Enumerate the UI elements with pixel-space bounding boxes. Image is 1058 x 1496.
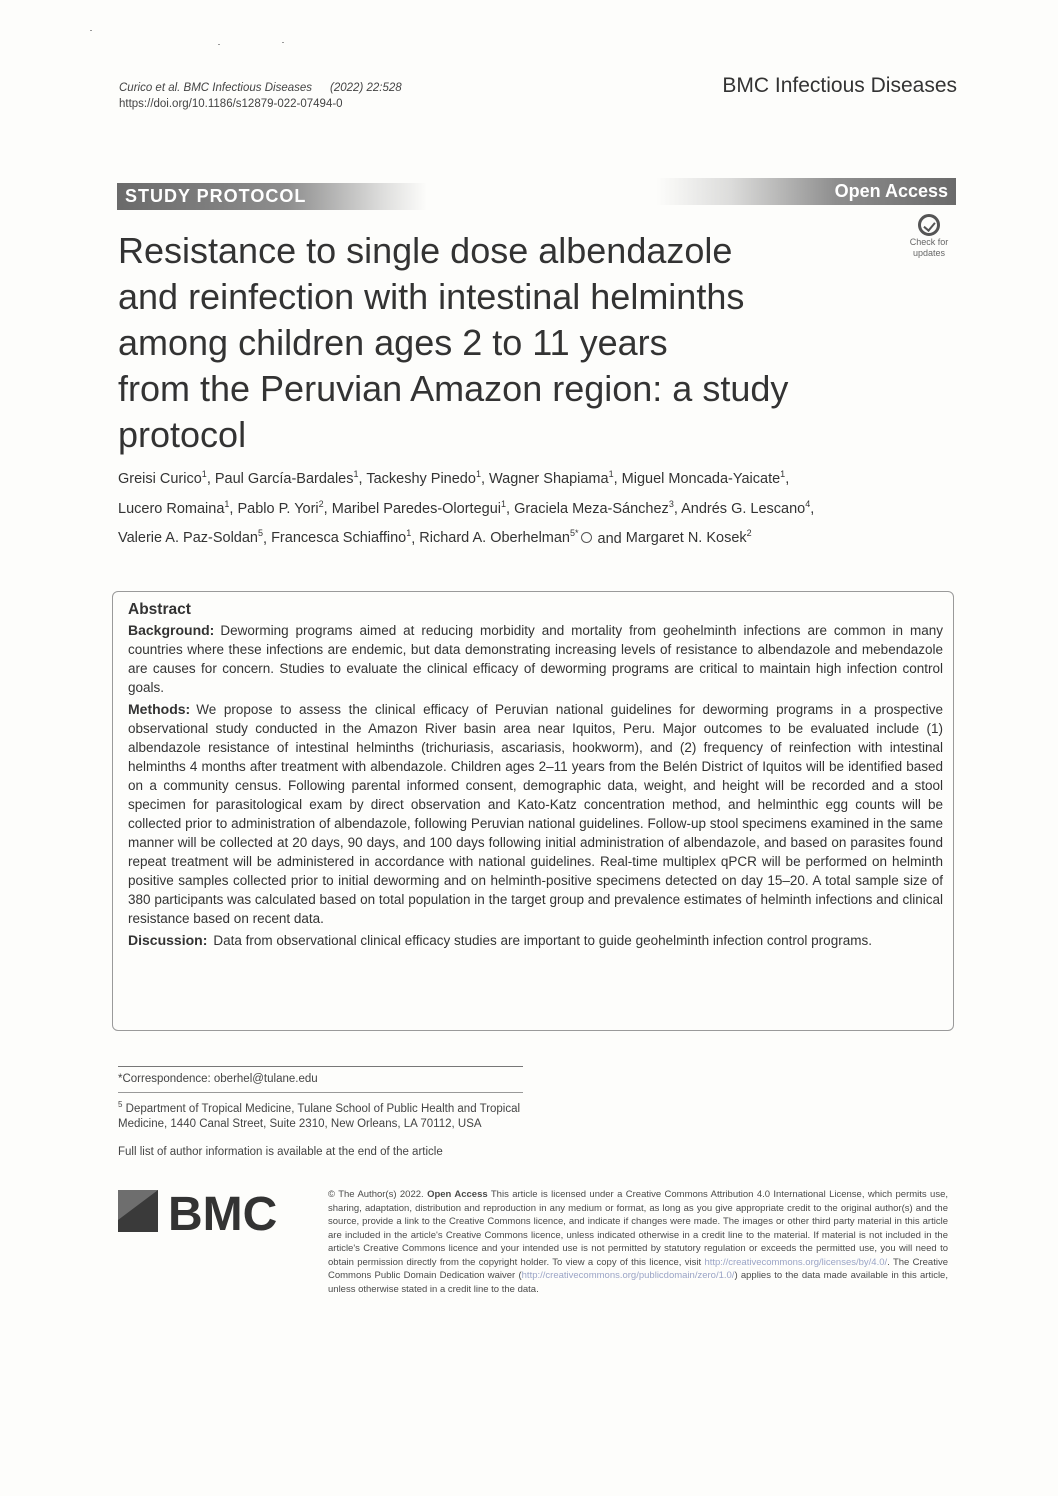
discussion-label: Discussion: — [128, 932, 208, 948]
author[interactable]: Andrés G. Lescano$^4$ — [681, 498, 811, 517]
author[interactable]: Francesca Schiaffino$^1$ — [271, 528, 412, 547]
title-line: and reinfection with intestinal helminths — [118, 276, 745, 317]
footnote-divider — [118, 1066, 523, 1067]
author[interactable]: Greisi Curico$^1$ — [118, 469, 207, 487]
discussion-text: Data from observational clinical efficacy studies are important to guide geohelminth infection control programs. — [213, 933, 872, 948]
title-line: protocol — [118, 414, 247, 455]
author-list: Greisi Curico$^1$, Paul García-Bardales$^1$, Tackeshy Pinedo$^1$, Wagner Shapiama$^1$, Miguel Moncada-Yaicate$^1$, Lucero Romaina$^1$, Pablo P. Yori$^2$, Maribel Paredes-Olortegui$^1$, Graciela Meza-Sánchez$^3$, Andrés G. Lescano$^4$, Valerie A. Paz-Soldan$^5$, Francesca Schiaffino$^1$, Richard A. Oberhelman$^{5*}$ and Margaret N. Kosek$^2$ — [118, 469, 815, 547]
author[interactable]: Miguel Moncada-Yaicate$^1$ — [621, 469, 786, 487]
citation-volume: (2022) 22:528 — [330, 82, 402, 94]
abstract-discussion — [128, 931, 943, 950]
open-access-band: Open Access — [656, 178, 956, 205]
author[interactable]: Tackeshy Pinedo$^1$ — [366, 469, 481, 487]
check-updates-icon — [918, 214, 940, 236]
journal-name: BMC Infectious Diseases — [722, 74, 957, 97]
license-text: © The Author(s) 2022. Open Access This article is licensed under a Creative Commons Attribution 4.0 International License, which permits use, sharing, adaptation, distribution and reproduction in any medium or format, as long as you give appropriate credit to the original author(s) and the source, provide a link to the Creative Commons licence, and indicate if changes were made. The images or other third party material in this article are included in the article's Creative Commons licence, unless indicated otherwise in a credit line to the material. If material is not included in the article's Creative Commons licence and your intended use is not permitted by statutory regulation or exceeds the permitted use, you will need to obtain permission directly from the copyright holder. To view a copy of this licence, visit http://creativecommons.org/licenses/by/4.0/. The Creative Commons Public Domain Dedication waiver (http://creativecommons.org/publicdomain/zero/1.0/) applies to the data made available in this article, unless otherwise stated in a credit line to the data. — [328, 1189, 949, 1295]
scan-speck — [90, 30, 92, 31]
background-text: Deworming programs aimed at reducing morbidity and mortality from geohelminth infections are common in many countries where these infections are endemic, but data demonstrating increasing levels of resistance to albendazole and mebendazole are causes for concern. Studies to evaluate the clinical efficacy of deworming programs are critical to maintain high infection control goals. — [128, 623, 943, 695]
author[interactable]: Wagner Shapiama$^1$ — [489, 469, 614, 487]
orcid-icon[interactable] — [581, 532, 592, 543]
abstract-heading: Abstract — [128, 601, 191, 618]
author[interactable]: Valerie A. Paz-Soldan$^5$ — [118, 528, 263, 547]
badge-line2: updates — [912, 248, 946, 258]
abstract-box — [112, 591, 954, 1031]
author[interactable]: Margaret N. Kosek$^2$ — [625, 528, 752, 547]
abstract-methods — [128, 700, 943, 928]
article-title — [118, 228, 878, 458]
author-info-note: Full list of author information is available at the end of the article — [118, 1146, 443, 1158]
author[interactable]: Maribel Paredes-Olortegui$^1$ — [331, 498, 506, 517]
title-line: among children ages 2 to 11 years — [118, 322, 668, 363]
affiliation-note: $^5$ Department of Tropical Medicine, Tulane School of Public Health and Tropical Medicine, 1440 Canal Street, Suite 2310, New Orleans, LA 70112, USA — [118, 1100, 521, 1130]
author[interactable]: Graciela Meza-Sánchez$^3$ — [514, 498, 674, 517]
bmc-logo-text: BMC — [168, 1188, 278, 1236]
check-for-updates-badge[interactable] — [904, 214, 954, 258]
badge-line1: Check for — [909, 237, 949, 247]
title-line: Resistance to single dose albendazole — [118, 230, 733, 271]
author[interactable]: Paul García-Bardales$^1$ — [214, 469, 359, 487]
doi-link[interactable]: https://doi.org/10.1186/s12879-022-07494-0 — [119, 98, 343, 110]
abstract-background — [128, 621, 943, 697]
citation-journal: Curico et al. BMC Infectious Diseases — [119, 82, 313, 94]
license-link[interactable]: http://creativecommons.org/licenses/by/4.0/ — [704, 1256, 888, 1268]
author[interactable]: Richard A. Oberhelman$^{5*}$ — [419, 528, 579, 547]
license-open-access: Open Access — [427, 1189, 488, 1200]
author[interactable]: Pablo P. Yori$^2$ — [237, 498, 324, 517]
background-label: Background: — [128, 622, 215, 638]
methods-label: Methods: — [128, 701, 191, 717]
title-line: from the Peruvian Amazon region: a study — [118, 368, 789, 409]
author-conjunction: and — [597, 530, 622, 547]
footnote-divider — [118, 1092, 523, 1093]
methods-text: We propose to assess the clinical efficacy of Peruvian national guidelines for deworming programs in a prospective observational study conducted in the Amazon River basin area near Iquitos, Peru. Major outcomes to be evaluated include (1) albendazole resistance of intestinal helminths (trichuriasis, ascariasis, hookworm), and (2) frequency of reinfection with intestinal helminths 4 months after treatment with albendazole. Children ages 2–11 years from the Belén District of Iquitos will be identified based on a community census. Following parental informed consent, demographic data, weight, and height will be recorded and a stool specimen for parasitological exam by direct observation and Kato-Katz concentration method, and helminthic egg counts will be collected prior to administration of albendazole, following Peruvian national guidelines. Follow-up stool specimens examined in the same manner will be collected at 20 days, 90 days, and 100 days following initial administration of albendazole, and based on parasites found repeat treatment will be administered in accordance with national guidelines. Real-time multiplex qPCR will be performed on helminth positive samples collected prior to initial deworming and on helminth-positive specimens detected on day 15–20. A total sample size of 380 participants was calculated based on total population in the target group and prevalence estimates of helminth infections and clinical resistance based on recent data. — [128, 702, 943, 926]
author[interactable]: Lucero Romaina$^1$ — [118, 498, 230, 517]
scan-speck — [218, 44, 220, 45]
article-type-band: STUDY PROTOCOL — [117, 183, 427, 210]
scan-speck — [282, 42, 284, 43]
waiver-link[interactable]: http://creativecommons.org/publicdomain/zero/1.0/ — [521, 1270, 735, 1281]
citation-block — [119, 80, 402, 112]
bmc-logo — [118, 1186, 308, 1236]
correspondence-note[interactable]: *Correspondence: oberhel@tulane.edu — [118, 1073, 318, 1085]
